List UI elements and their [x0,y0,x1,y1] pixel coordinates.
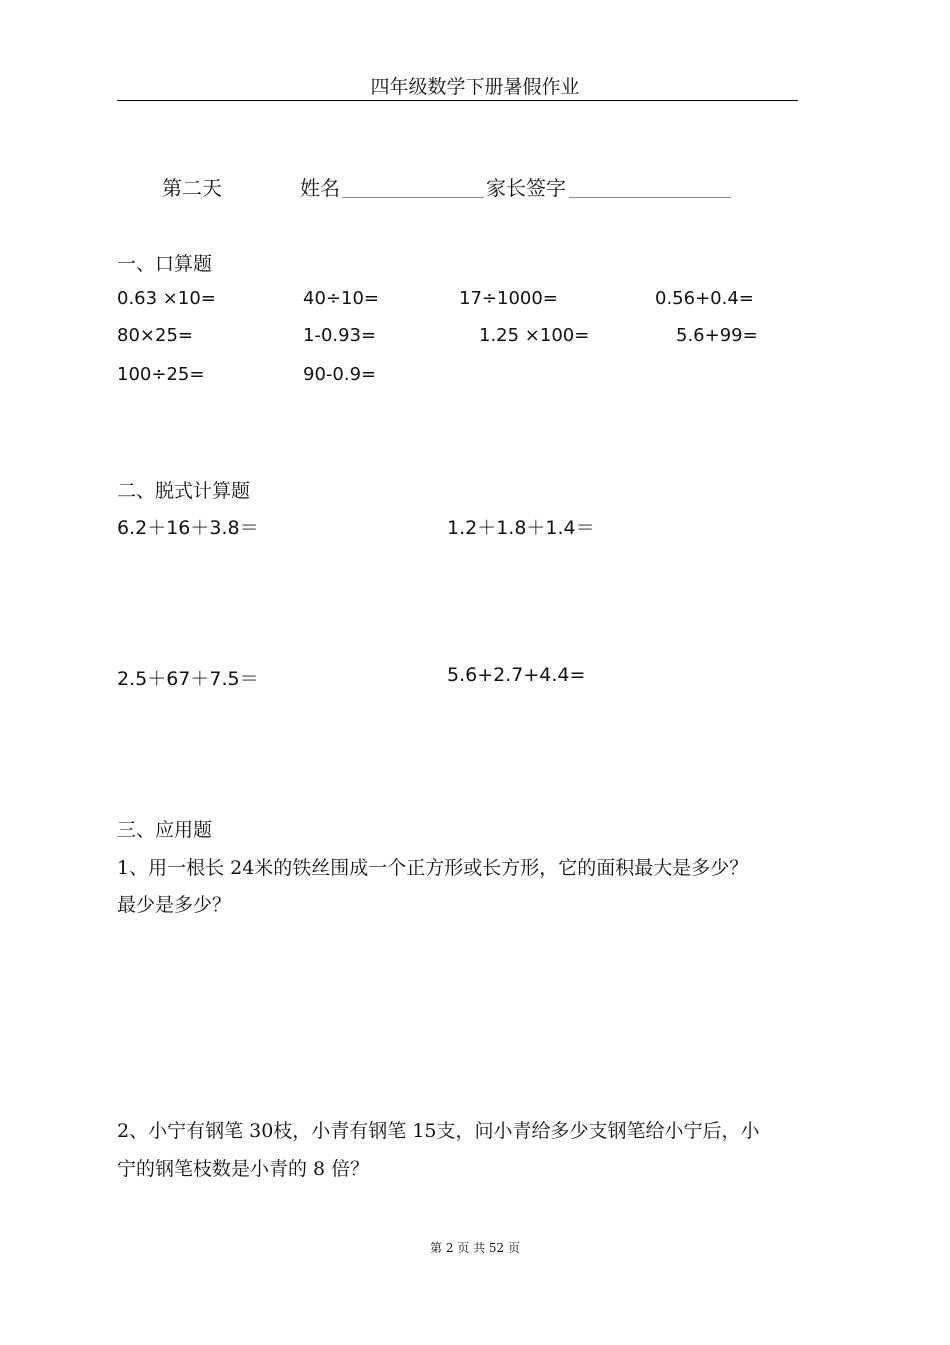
calculation-problem: 1.2＋1.8＋1.4＝ [447,517,595,539]
page-header-title: 四年级数学下册暑假作业 [370,76,580,98]
section2-heading: 二、脱式计算题 [117,480,251,502]
mental-problem: 90-0.9= [303,364,377,385]
section1-heading: 一、口算题 [117,253,213,275]
word-problem-line: 宁的钢笔枝数是小青的 8 倍？ [117,1158,370,1180]
word-problem-line: 2、小宁有钢笔 30枝，小青有钢笔 15支，问小青给多少支钢笔给小宁后，小 [117,1120,760,1142]
name-blank-line[interactable] [342,197,484,198]
name-label: 姓名 [300,176,340,200]
header-divider [117,100,798,101]
parent-signature-blank-line[interactable] [569,197,731,198]
word-problem-line: 1、用一根长 24米的铁丝围成一个正方形或长方形，它的面积最大是多少？ [117,857,749,879]
day-label: 第二天 [162,176,222,200]
page-number-footer: 第 2 页 共 52 页 [430,1241,520,1255]
calculation-problem: 2.5＋67＋7.5＝ [117,668,259,690]
mental-problem: 100÷25= [117,364,205,385]
mental-problem: 0.63 ×10= [117,288,216,309]
mental-problem: 1.25 ×100= [479,325,590,346]
mental-problem: 0.56+0.4= [655,288,754,309]
mental-problem: 5.6+99= [676,325,758,346]
mental-problem: 40÷10= [303,288,379,309]
mental-problem: 1-0.93= [303,325,377,346]
calculation-problem: 5.6+2.7+4.4= [447,664,586,686]
mental-problem: 80×25= [117,325,193,346]
section3-heading: 三、应用题 [117,819,213,841]
calculation-problem: 6.2＋16＋3.8＝ [117,517,259,539]
word-problem-line: 最少是多少？ [117,894,232,916]
mental-problem: 17÷1000= [459,288,558,309]
parent-signature-label: 家长签字 [486,176,566,200]
